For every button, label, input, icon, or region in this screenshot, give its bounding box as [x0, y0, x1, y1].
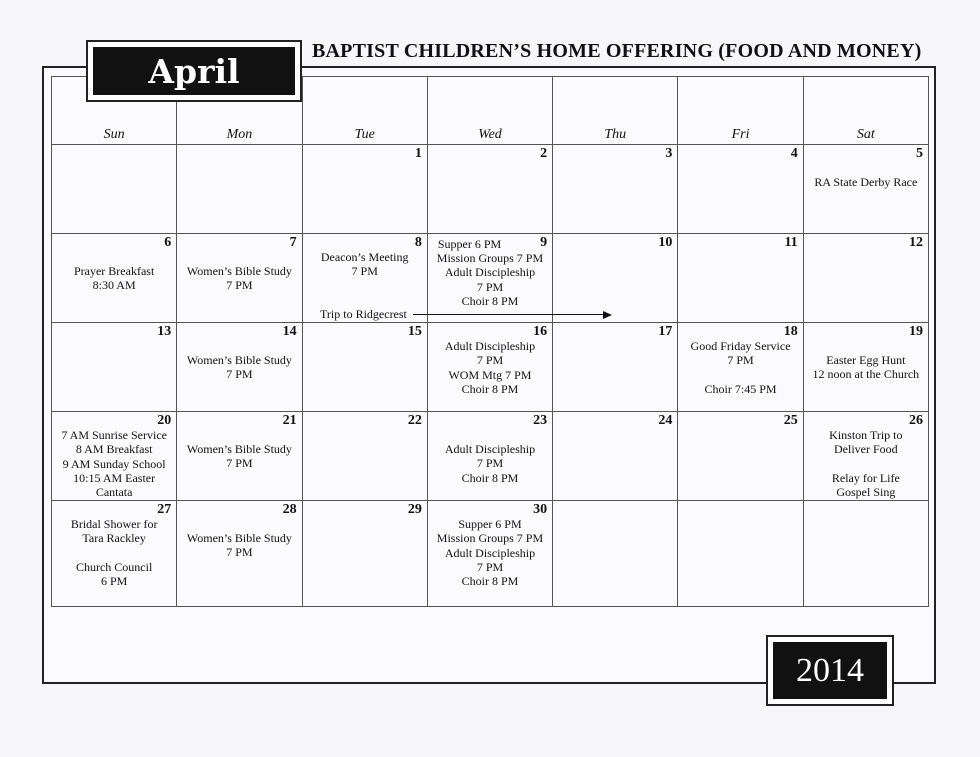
event-text: Choir 8 PM [461, 381, 519, 396]
week-row [52, 145, 929, 234]
event-text: RA State Derby Race [814, 175, 918, 189]
month-badge [86, 40, 302, 102]
day-cell[interactable] [803, 145, 928, 234]
event-text: Kinston Trip to [829, 428, 903, 442]
day-cell[interactable] [177, 145, 302, 234]
day-cell[interactable] [427, 501, 552, 607]
day-number: 11 [784, 235, 798, 250]
event-spacer [804, 457, 928, 471]
event-text: WOM Mtg 7 PM [448, 367, 532, 382]
page-title: BAPTIST CHILDREN’S HOME OFFERING (FOOD AND MONEY) [312, 40, 922, 62]
weekday-thu: Thu [553, 77, 678, 145]
day-number: 15 [407, 324, 422, 339]
day-cell[interactable] [427, 323, 552, 412]
trip-arrow-line [413, 314, 603, 315]
event-text: Choir 8 PM [461, 293, 519, 308]
event-text: Deliver Food [834, 442, 898, 457]
day-cell[interactable] [803, 234, 928, 323]
day-events [428, 517, 552, 588]
event-text: 7 PM [476, 456, 504, 471]
week-row [52, 323, 929, 412]
event-text: Prayer Breakfast [73, 264, 155, 278]
event-text: 6 PM [100, 573, 128, 588]
week-row [52, 501, 929, 607]
day-cell[interactable] [678, 234, 803, 323]
event-text: Easter Egg Hunt [826, 353, 906, 367]
day-number: 30 [533, 502, 548, 517]
event-text: 7 PM [476, 279, 504, 294]
event-spacer [804, 161, 928, 175]
event-text: 10:15 AM Easter [73, 470, 156, 485]
day-events [428, 428, 552, 485]
event-text: 7 PM [476, 353, 504, 368]
day-cell[interactable] [803, 323, 928, 412]
day-cell[interactable] [678, 412, 803, 501]
event-text: 9 AM Sunday School [62, 456, 166, 471]
day-events [52, 428, 176, 499]
day-events [177, 339, 301, 382]
event-spacer [177, 339, 301, 353]
day-cell[interactable] [177, 234, 302, 323]
day-cell[interactable] [553, 412, 678, 501]
day-number: 26 [909, 413, 923, 428]
arrow-right-icon [603, 311, 612, 319]
day-number: 2 [540, 146, 548, 161]
event-text: 7 AM Sunrise Service [61, 428, 167, 442]
day-number: 3 [665, 146, 673, 161]
event-text: Adult Discipleship [444, 339, 536, 353]
day-number: 9 [540, 235, 548, 250]
event-spacer [177, 250, 301, 264]
event-text: Cantata [95, 485, 133, 500]
event-text: Gospel Sing [836, 484, 896, 499]
day-events [177, 428, 301, 471]
event-spacer [177, 428, 301, 442]
weekday-sat: Sat [803, 77, 928, 145]
event-text: Good Friday Service [690, 339, 791, 353]
event-text: 12 noon at the Church [812, 367, 920, 382]
day-cell[interactable] [302, 501, 427, 607]
day-cell[interactable] [52, 145, 177, 234]
day-events [177, 517, 301, 560]
event-spacer [678, 368, 802, 382]
event-text: Tara Rackley [82, 531, 146, 546]
event-text: Bridal Shower for [70, 517, 158, 531]
day-cell[interactable] [678, 145, 803, 234]
day-cell[interactable] [803, 412, 928, 501]
day-cell[interactable] [553, 501, 678, 607]
day-number: 5 [916, 146, 923, 161]
day-number: 17 [658, 324, 673, 339]
day-events [52, 250, 176, 293]
event-text: 7 PM [226, 278, 253, 293]
event-text: 8:30 AM [92, 278, 136, 293]
weekday-sun: Sun [52, 77, 177, 145]
event-text: Adult Discipleship [444, 265, 536, 280]
event-spacer [804, 339, 928, 353]
event-spacer [177, 517, 301, 531]
event-text: Relay for Life [831, 470, 900, 485]
event-text: Women’s Bible Study [186, 353, 292, 367]
day-number: 7 [289, 235, 297, 250]
day-cell[interactable] [177, 501, 302, 607]
day-number: 20 [157, 413, 172, 428]
event-text: Church Council [75, 559, 153, 574]
event-spacer [428, 428, 552, 442]
event-text: Choir 8 PM [461, 470, 519, 485]
day-number: 1 [414, 146, 422, 161]
day-events [52, 517, 176, 588]
week-row [52, 412, 929, 501]
day-number: 29 [407, 502, 422, 517]
day-cell[interactable] [427, 412, 552, 501]
event-text: 7 PM [226, 367, 253, 382]
day-number: 18 [783, 324, 798, 339]
day-events [804, 428, 928, 499]
event-text: Adult Discipleship [444, 545, 536, 560]
event-text: Supper 6 PM [458, 517, 522, 531]
month-label: April [93, 47, 295, 95]
day-cell[interactable] [177, 323, 302, 412]
day-number: 23 [533, 413, 548, 428]
day-number: 19 [909, 324, 923, 339]
day-events [428, 251, 552, 308]
event-text: Supper 6 PM [437, 237, 502, 251]
day-number: 16 [533, 324, 548, 339]
event-text: Choir 7:45 PM [704, 381, 777, 396]
day-number: 25 [783, 413, 798, 428]
day-cell[interactable] [678, 501, 803, 607]
day-cell[interactable] [553, 323, 678, 412]
weekday-tue: Tue [302, 77, 427, 145]
day-cell[interactable] [52, 412, 177, 501]
event-text: Adult Discipleship [444, 442, 536, 456]
event-text: Deacon’s Meeting [320, 250, 409, 264]
event-text: 7 PM [476, 559, 504, 574]
event-spacer [52, 250, 176, 264]
day-number: 28 [282, 502, 297, 517]
day-events [428, 339, 552, 396]
event-text: 7 PM [727, 353, 754, 368]
event-text: 7 PM [351, 264, 378, 279]
day-number: 4 [790, 146, 798, 161]
day-events [804, 339, 928, 382]
day-cell[interactable] [803, 501, 928, 607]
day-number: 12 [909, 235, 923, 250]
event-text: Choir 8 PM [461, 574, 519, 589]
calendar-grid [51, 76, 929, 607]
day-cell[interactable] [302, 323, 427, 412]
day-number: 14 [282, 324, 297, 339]
day-cell[interactable] [553, 145, 678, 234]
day-events [678, 339, 802, 396]
day-cell[interactable] [302, 145, 427, 234]
trip-span-event [320, 307, 612, 322]
day-number: 27 [157, 502, 172, 517]
event-spacer [52, 546, 176, 560]
day-cell[interactable] [52, 323, 177, 412]
day-events [177, 250, 301, 293]
day-number: 10 [658, 235, 673, 250]
event-text: 8 AM Breakfast [75, 442, 153, 457]
day-cell[interactable] [52, 501, 177, 607]
event-text: 7 PM [226, 456, 253, 471]
event-text: Mission Groups 7 PM [436, 251, 544, 265]
event-text: Women’s Bible Study [186, 442, 292, 456]
day-number: 6 [164, 235, 172, 250]
day-number: 21 [282, 413, 297, 428]
event-text: 7 PM [226, 545, 253, 560]
day-number: 24 [658, 413, 673, 428]
year-badge [766, 635, 894, 706]
event-text: Women’s Bible Study [186, 531, 292, 545]
day-cell[interactable] [177, 412, 302, 501]
day-number: 13 [157, 324, 172, 339]
day-cell[interactable] [427, 145, 552, 234]
weekday-fri: Fri [678, 77, 803, 145]
trip-label: Trip to Ridgecrest [320, 307, 407, 321]
day-events [804, 161, 928, 189]
day-cell[interactable] [52, 234, 177, 323]
day-cell[interactable] [678, 323, 803, 412]
day-number: 22 [407, 413, 422, 428]
day-cell[interactable] [302, 412, 427, 501]
weekday-mon: Mon [177, 77, 302, 145]
day-number: 8 [414, 235, 422, 250]
event-text: Women’s Bible Study [186, 264, 292, 278]
weekday-wed: Wed [427, 77, 552, 145]
year-label: 2014 [773, 642, 887, 699]
event-text: Mission Groups 7 PM [436, 531, 544, 546]
day-events [303, 250, 427, 279]
